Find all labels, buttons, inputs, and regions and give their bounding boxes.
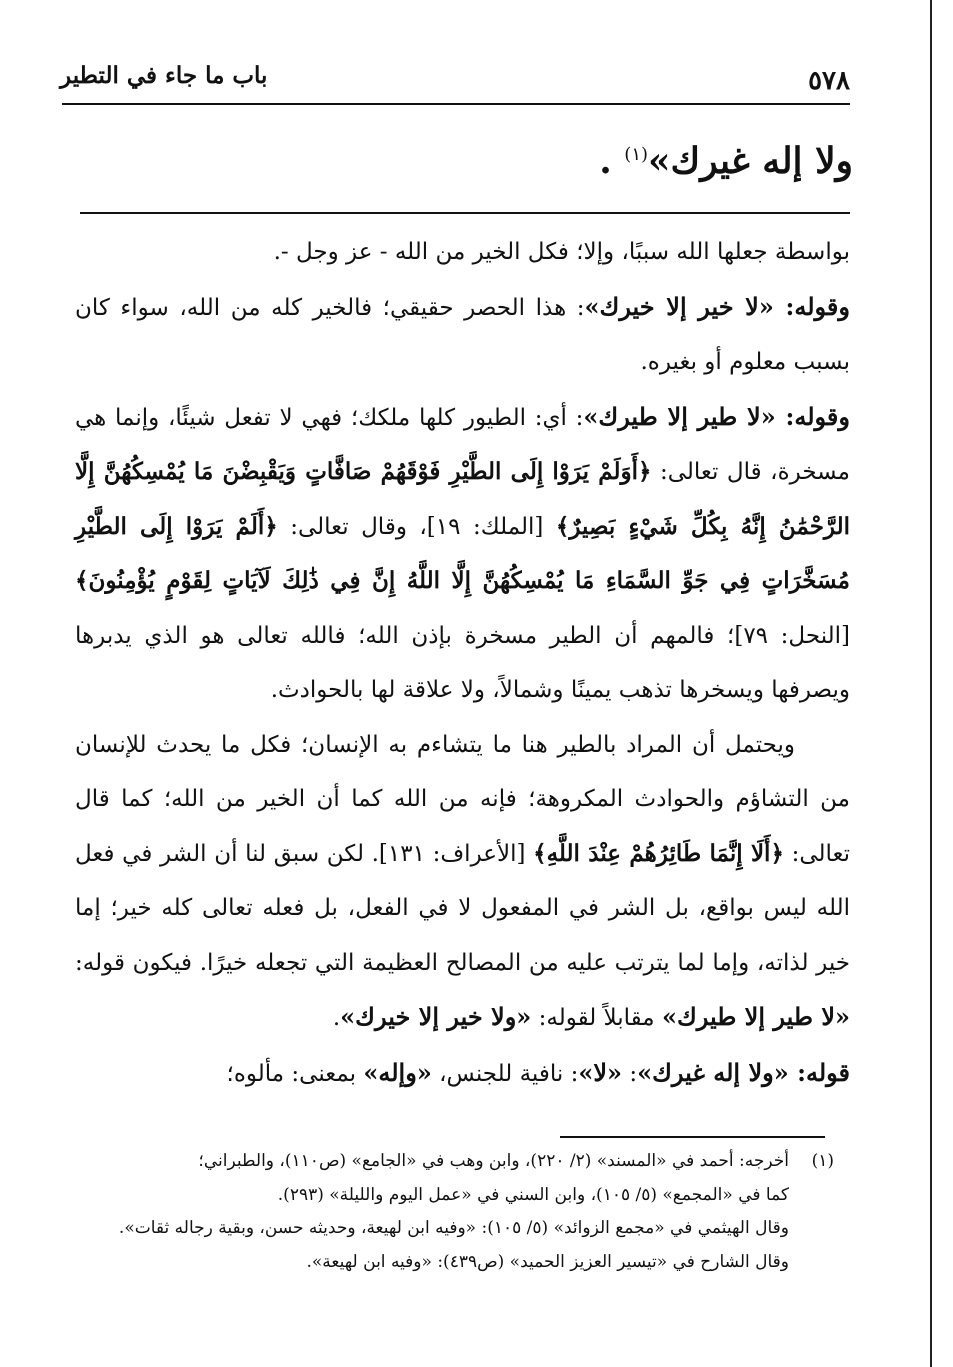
- paragraph-2: [75, 280, 850, 390]
- paragraph-5-text-c: بمعنى: مألوه؛: [226, 1060, 364, 1087]
- footnotes: [62, 1145, 834, 1279]
- paragraph-2-lead: وقوله: «لا خير إلا خيرك»: [584, 291, 850, 321]
- paragraph-4-text-b: [الأعراف: ١٣١]. لكن سبق لنا أن الشر في فعل الله ليس بواقع، بل الشر في المفعول لا في الفعل، بل فعله تعالى كله خير؛ إما خير لذاته، وإما لما يترتب عليه من المصالح العظيمة التي تجعله خيرًا. فيكون قوله:: [75, 840, 850, 976]
- paragraph-4-bold-1: «لا طير إلا طيرك»: [661, 1002, 850, 1031]
- paragraph-5-text-a: :: [622, 1060, 638, 1087]
- paragraph-4-text-a: ويحتمل أن المراد بالطير هنا ما يتشاءم به الإنسان؛ فكل ما يحدث للإنسان من التشاؤم والحوادث المكروهة؛ فإنه من الله كما أن الخير من الله؛ كما قال تعالى:: [75, 731, 851, 867]
- paragraph-1: بواسطة جعلها الله سببًا، وإلا؛ فكل الخير من الله - عز وجل -.: [273, 239, 850, 265]
- paragraph-5-bold-2: «وإله»: [363, 1057, 432, 1087]
- paragraph-3-text-a: : أي: الطيور كلها ملكك؛ فهي لا تفعل شيئًا، وإنما هي مسخرة، قال تعالى:: [75, 404, 850, 485]
- paragraph-5-lead: قوله: «ولا إله غيرك»: [637, 1057, 850, 1087]
- paragraph-5: [75, 1046, 850, 1102]
- section-heading: [599, 140, 853, 182]
- paragraph-5-bold-1: «لا»: [578, 1057, 623, 1087]
- header-divider: [62, 103, 850, 105]
- running-title: باب ما جاء في التطير: [60, 62, 268, 89]
- paragraph-3-lead: وقوله: «لا طير إلا طيرك»: [583, 401, 850, 431]
- paragraph-3-text-b: [الملك: ١٩]، وقال تعالى:: [277, 513, 556, 540]
- footnote-divider: [560, 1136, 825, 1138]
- quran-verse-3: ﴿أَلَا إِنَّمَا طَائِرُهُمْ عِنْدَ اللَّهِ﴾: [533, 839, 784, 867]
- paragraph-3: [75, 390, 850, 718]
- footnote-3: وقال الشارح في «تيسير العزيز الحميد» (ص٤٣٩): «وفيه ابن لهيعة».: [306, 1251, 789, 1272]
- body-text: [75, 225, 850, 1101]
- paragraph-4-text-c: مقابلاً لقوله:: [531, 1005, 662, 1031]
- paragraph-4-text-d: .: [332, 1005, 341, 1031]
- quran-verse-2: ﴿أَلَمْ يَرَوْا إِلَى الطَّيْرِ مُسَخَّرَاتٍ فِي جَوِّ السَّمَاءِ مَا يُمْسِكُهُنَّ إِلَّا اللَّهُ إِنَّ فِي ذَٰلِكَ لَآيَاتٍ لِقَوْمٍ يُؤْمِنُونَ﴾: [75, 512, 850, 594]
- footnote-1-line-1: [62, 1145, 834, 1179]
- paragraph-3-text-c: [النحل: ٧٩]؛ فالمهم أن الطير مسخرة بإذن الله؛ فالله تعالى هو الذي يدبرها ويصرفها ويسخرها تذهب يمينًا وشمالاً، ولا علاقة لها بالحوادث.: [75, 622, 851, 703]
- paragraph-5-text-b: : نافية للجنس،: [431, 1060, 579, 1087]
- footnote-2: وقال الهيثمي في «مجمع الزوائد» (٥/ ١٠٥): «وفيه ابن لهيعة، وحديثه حسن، وبقية رجاله ثقات».: [118, 1218, 789, 1238]
- page-edge-line: [930, 0, 932, 1367]
- paragraph-4: [75, 718, 850, 1046]
- footnote-marker: (١): [624, 144, 649, 165]
- paragraph-4-bold-2: «ولا خير إلا خيرك»: [340, 1002, 532, 1031]
- paragraph-2-text: : هذا الحصر حقيقي؛ فالخير كله من الله، سواء كان بسبب معلوم أو بغيره.: [75, 294, 850, 375]
- footnote-1-text-a: أخرجه: أحمد في «المسند» (٢/ ٢٢٠)، وابن وهب في «الجامع» (ص١١٠)، والطبراني؛: [198, 1151, 789, 1171]
- footnote-number: (١): [811, 1151, 834, 1171]
- page-header: [60, 52, 850, 102]
- heading-text: ولا إله غيرك»: [648, 140, 853, 182]
- heading-end: .: [599, 140, 625, 182]
- heading-divider: [80, 212, 850, 214]
- footnote-1-line-2: كما في «المجمع» (٥/ ١٠٥)، وابن السني في «عمل اليوم والليلة» (٢٩٣).: [277, 1184, 789, 1205]
- quran-verse-1: ﴿أَوَلَمْ يَرَوْا إِلَى الطَّيْرِ فَوْقَهُمْ صَافَّاتٍ وَيَقْبِضْنَ مَا يُمْسِكُهُنَّ إِلَّا الرَّحْمَٰنُ إِنَّهُ بِكُلِّ شَيْءٍ بَصِيرٌ﴾: [75, 458, 850, 540]
- page-number: ٥٧٨: [808, 66, 850, 96]
